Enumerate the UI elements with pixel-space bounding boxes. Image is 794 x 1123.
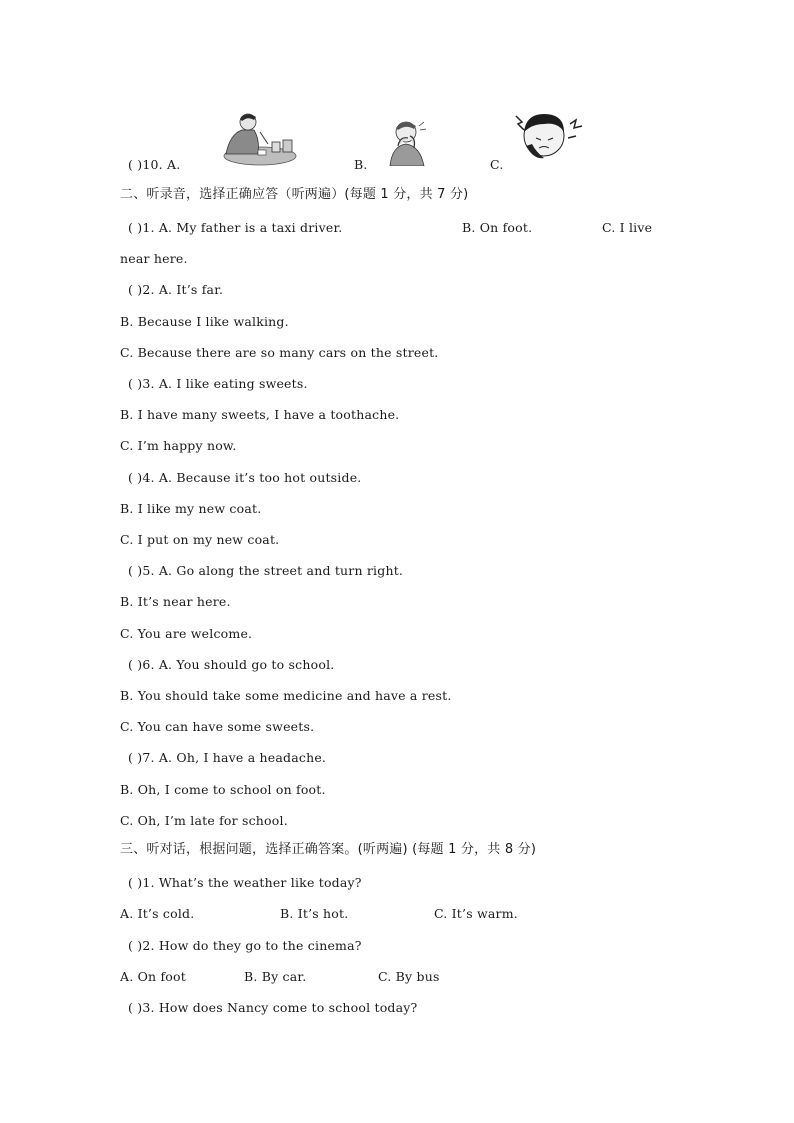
section-3-heading: 三、听对话，根据问题，选择正确答案。(听两遍) (每题 1 分，共 8 分) <box>120 842 537 857</box>
section-2-heading: 二、听录音，选择正确应答（听两遍）(每题 1 分，共 7 分) <box>120 187 469 202</box>
s2-q4-option-c: C. I put on my new coat. <box>120 532 280 547</box>
s3-q1-options <box>120 906 580 924</box>
s2-q7-option-a: ( )7. A. Oh, I have a headache. <box>128 750 327 765</box>
s2-q6-option-c: C. You can have some sweets. <box>120 719 315 734</box>
s3-q2-options <box>120 969 520 987</box>
s2-q7-option-c: C. Oh, I’m late for school. <box>120 813 288 828</box>
s2-q2-option-c: C. Because there are so many cars on the street. <box>120 345 439 360</box>
s3-q2-option-a: A. On foot <box>120 969 186 984</box>
s3-q1-question: ( )1. What’s the weather like today? <box>128 875 362 890</box>
picture-a-drinking-icon <box>220 110 300 168</box>
s2-q2-option-a: ( )2. A. It’s far. <box>128 282 224 297</box>
s2-q3-option-b: B. I have many sweets, I have a toothache. <box>120 407 400 422</box>
s2-q1-option-b: B. On foot. <box>462 220 533 235</box>
s2-q5-option-c: C. You are welcome. <box>120 626 253 641</box>
s2-q3-option-a: ( )3. A. I like eating sweets. <box>128 376 308 391</box>
s2-q1-option-c: C. I live <box>602 220 653 235</box>
s2-q1-option-a: ( )1. A. My father is a taxi driver. <box>128 220 343 235</box>
s3-q1-option-b: B. It’s hot. <box>280 906 349 921</box>
s3-q1-option-a: A. It’s cold. <box>120 906 195 921</box>
s2-q7-option-b: B. Oh, I come to school on foot. <box>120 782 326 797</box>
s3-q2-option-c: C. By bus <box>378 969 440 984</box>
s2-q5-option-b: B. It’s near here. <box>120 594 231 609</box>
s2-q3-option-c: C. I’m happy now. <box>120 438 237 453</box>
q10-option-b: B. <box>354 157 368 172</box>
s2-q1-line <box>120 220 680 238</box>
picture-c-headache-icon <box>514 108 584 164</box>
s2-q5-option-a: ( )5. A. Go along the street and turn right. <box>128 563 404 578</box>
s3-q2-option-b: B. By car. <box>244 969 307 984</box>
s3-q3-question: ( )3. How does Nancy come to school today? <box>128 1000 418 1015</box>
s2-q4-option-a: ( )4. A. Because it’s too hot outside. <box>128 470 362 485</box>
q10-prefix: ( )10. A. <box>128 157 181 172</box>
picture-b-toothache-icon <box>386 116 428 166</box>
q10-option-c: C. <box>490 157 504 172</box>
s2-q1-continuation: near here. <box>120 251 188 266</box>
s3-q2-question: ( )2. How do they go to the cinema? <box>128 938 362 953</box>
s2-q2-option-b: B. Because I like walking. <box>120 314 289 329</box>
s3-q1-option-c: C. It’s warm. <box>434 906 518 921</box>
s2-q6-option-a: ( )6. A. You should go to school. <box>128 657 335 672</box>
s2-q6-option-b: B. You should take some medicine and have a rest. <box>120 688 452 703</box>
s2-q4-option-b: B. I like my new coat. <box>120 501 262 516</box>
